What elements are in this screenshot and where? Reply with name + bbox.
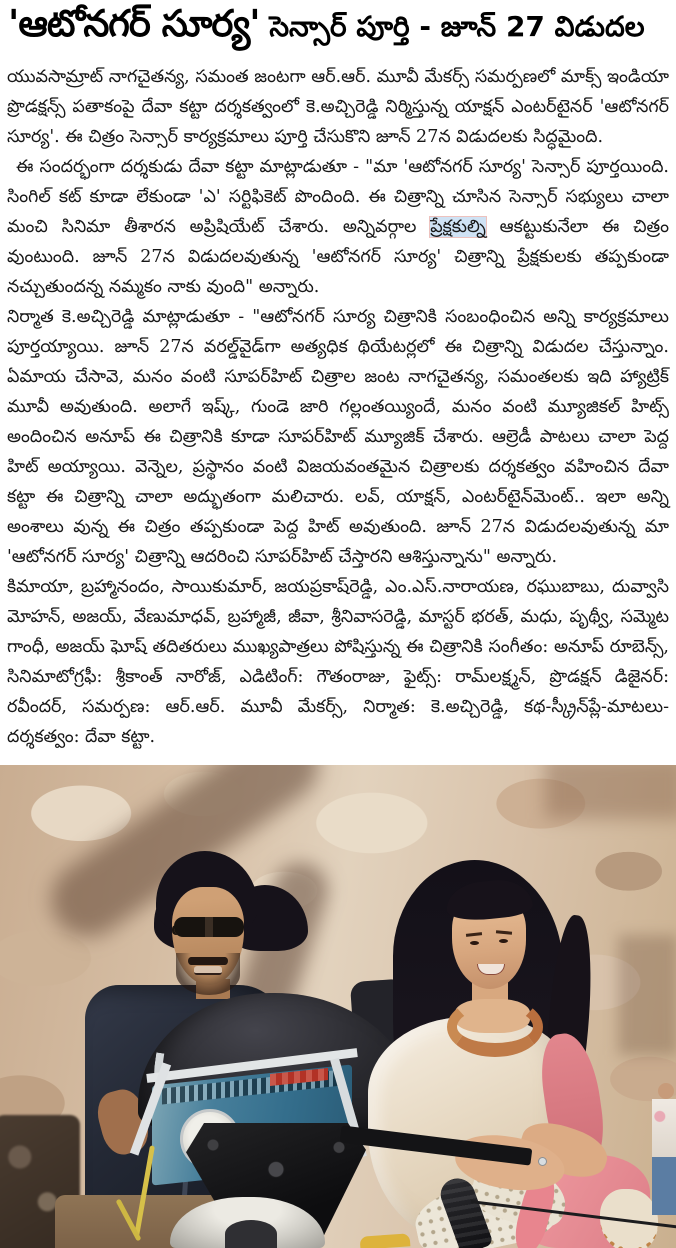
headline-movie-title: 'ఆటోనగర్ సూర్య'	[8, 2, 260, 45]
rock-shadow-right	[618, 935, 676, 1055]
yellow-part	[360, 1233, 411, 1248]
article-body	[0, 62, 676, 752]
woman-eye-left	[470, 941, 479, 945]
woman-eye-right	[499, 939, 508, 943]
highlighted-word: ప్రేక్షకుల్ని	[430, 217, 486, 237]
man-mustache	[188, 957, 228, 965]
headline	[8, 2, 668, 54]
quote-text-after: ఆకట్టుకునేలా ఈ చిత్రం వుంటుంది. జూన్ 27న విడుదలవుతున్న 'ఆటోనగర్ సూర్య' చిత్రాన్ని ప్రేక్షకులకు తప్పకుండా నచ్చుతుందన్న నమ్మకం నాకు వుంది" అన్నారు.	[7, 217, 669, 297]
quote-text-before: ఈ సందర్భంగా దర్శకుడు దేవా కట్టా మాట్లాడుతూ - "మా 'ఆటోనగర్ సూర్య' సెన్సార్ పూర్తయింది. సింగిల్ కట్ కూడా లేకుండా 'ఎ' సర్టిఫికెట్ పొందింది. ఈ చిత్రాన్ని చూసిన సెన్సార్ సభ్యులు చాలా మంచి సినిమా తీశారన అప్రిషియేట్ చేశారు. అన్నివర్గాల	[7, 157, 669, 237]
rock-shadow-top-right	[545, 765, 676, 819]
woman-ring	[538, 1157, 547, 1166]
bystander-head	[658, 1083, 674, 1099]
paragraph-intro: యువసామ్రాట్ నాగచైతన్య, సమంత జంటగా ఆర్.ఆర్. మూవీ మేకర్స్ సమర్పణలో మాక్స్ ఇండియా ప్రొడక్షన్స్ పతాకంపై దేవా కట్టా దర్శకత్వంలో కె.అచ్చిరెడ్డి నిర్మిస్తున్న యాక్షన్ ఎంటర్‌టైనర్ 'ఆటోనగర్ సూర్య'. ఈ చిత్రం సెన్సార్ కార్యక్రమాలు పూర్తి చేసుకొని జూన్ 27న విడుదలకు సిద్ధమైంది.	[7, 67, 669, 147]
man-sunglasses	[174, 917, 244, 937]
man-smile	[194, 966, 222, 975]
headlight-core	[225, 1220, 277, 1248]
movie-still-photo	[0, 765, 676, 1248]
bystander-jeans	[652, 1157, 676, 1215]
dupatta-embroidery-border	[447, 997, 543, 1057]
paragraph-director-quote	[7, 152, 669, 302]
bystander-shirt	[652, 1099, 676, 1157]
paragraph-cast-crew: కిమాయా, బ్రహ్మానందం, సాయికుమార్, జయప్రకాష్‌రెడ్డి, ఎం.ఎస్.నారాయణ, రఘుబాబు, దువ్వాసి మోహన్, అజయ్, వేణుమాధవ్, బ్రహ్మాజీ, జీవా, శ్రీనివాసరెడ్డి, మాస్టర్ భరత్, మధు, పృథ్వీ, సమ్మెట గాంధీ, అజయ్ ఘోష్ తదితరులు ముఖ్యపాత్రలు పోషిస్తున్న ఈ చిత్రానికి సంగీతం: అనూప్ రూబెన్స్, సినిమాటోగ్రఫీ: శ్రీకాంత్ నారోజ్, ఎడిటింగ్: గౌతంరాజు, ఫైట్స్: రామ్‌లక్ష్మన్, ప్రొడక్షన్ డిజైనర్: రవీందర్, సమర్పణ: ఆర్.ఆర్. మూవీ మేకర్స్, నిర్మాత: కె.అచ్చిరెడ్డి, కథ-స్క్రీన్‌ప్లే-మాటలు-దర్శకత్వం: దేవా కట్టా.	[7, 577, 669, 747]
headline-subtitle: సెన్సార్ పూర్తి - జూన్ 27 విడుదల	[259, 10, 645, 43]
paragraph-producer-quote: నిర్మాత కె.అచ్చిరెడ్డి మాట్లాడుతూ - "ఆటోనగర్ సూర్య చిత్రానికి సంబంధించిన అన్ని కార్యక్రమాలు పూర్తయ్యాయి. జూన్ 27న వరల్డ్‌వైడ్‌గా అత్యధిక థియేటర్లలో ఈ చిత్రాన్ని విడుదల చేస్తున్నాం. ఏమాయ చేసావె, మనం వంటి సూపర్‌హిట్ చిత్రాల జంట నాగచైతన్య, సమంతలకు ఇది హ్యాట్రిక్ మూవీ అవుతుంది. అలాగే ఇష్క్, గుండె జారి గల్లంతయ్యిందే, మనం వంటి మ్యూజికల్ హిట్స్ అందించిన అనూప్ ఈ చిత్రానికి కూడా సూపర్‌హిట్ మ్యూజిక్ చేశారు. ఆల్రెడీ పాటలు చాలా పెద్ద హిట్ అయ్యాయి. వెన్నెల, ప్రస్థానం వంటి విజయవంతమైన చిత్రాలకు దర్శకత్వం వహించిన దేవా కట్టా ఈ చిత్రాన్ని చాలా అద్భుతంగా మలిచారు. లవ్, యాక్షన్, ఎంటర్‌టైన్‌మెంట్.. ఇలా అన్ని అంశాలు వున్న ఈ చిత్రం తప్పకుండా పెద్ద హిట్ అవుతుంది. జూన్ 27న విడుదలవుతున్న మా 'ఆటోనగర్ సూర్య' చిత్రాన్ని ఆదరించి సూపర్‌హిట్ చేస్తారని ఆశిస్తున్నాను" అన్నారు.	[7, 307, 669, 567]
